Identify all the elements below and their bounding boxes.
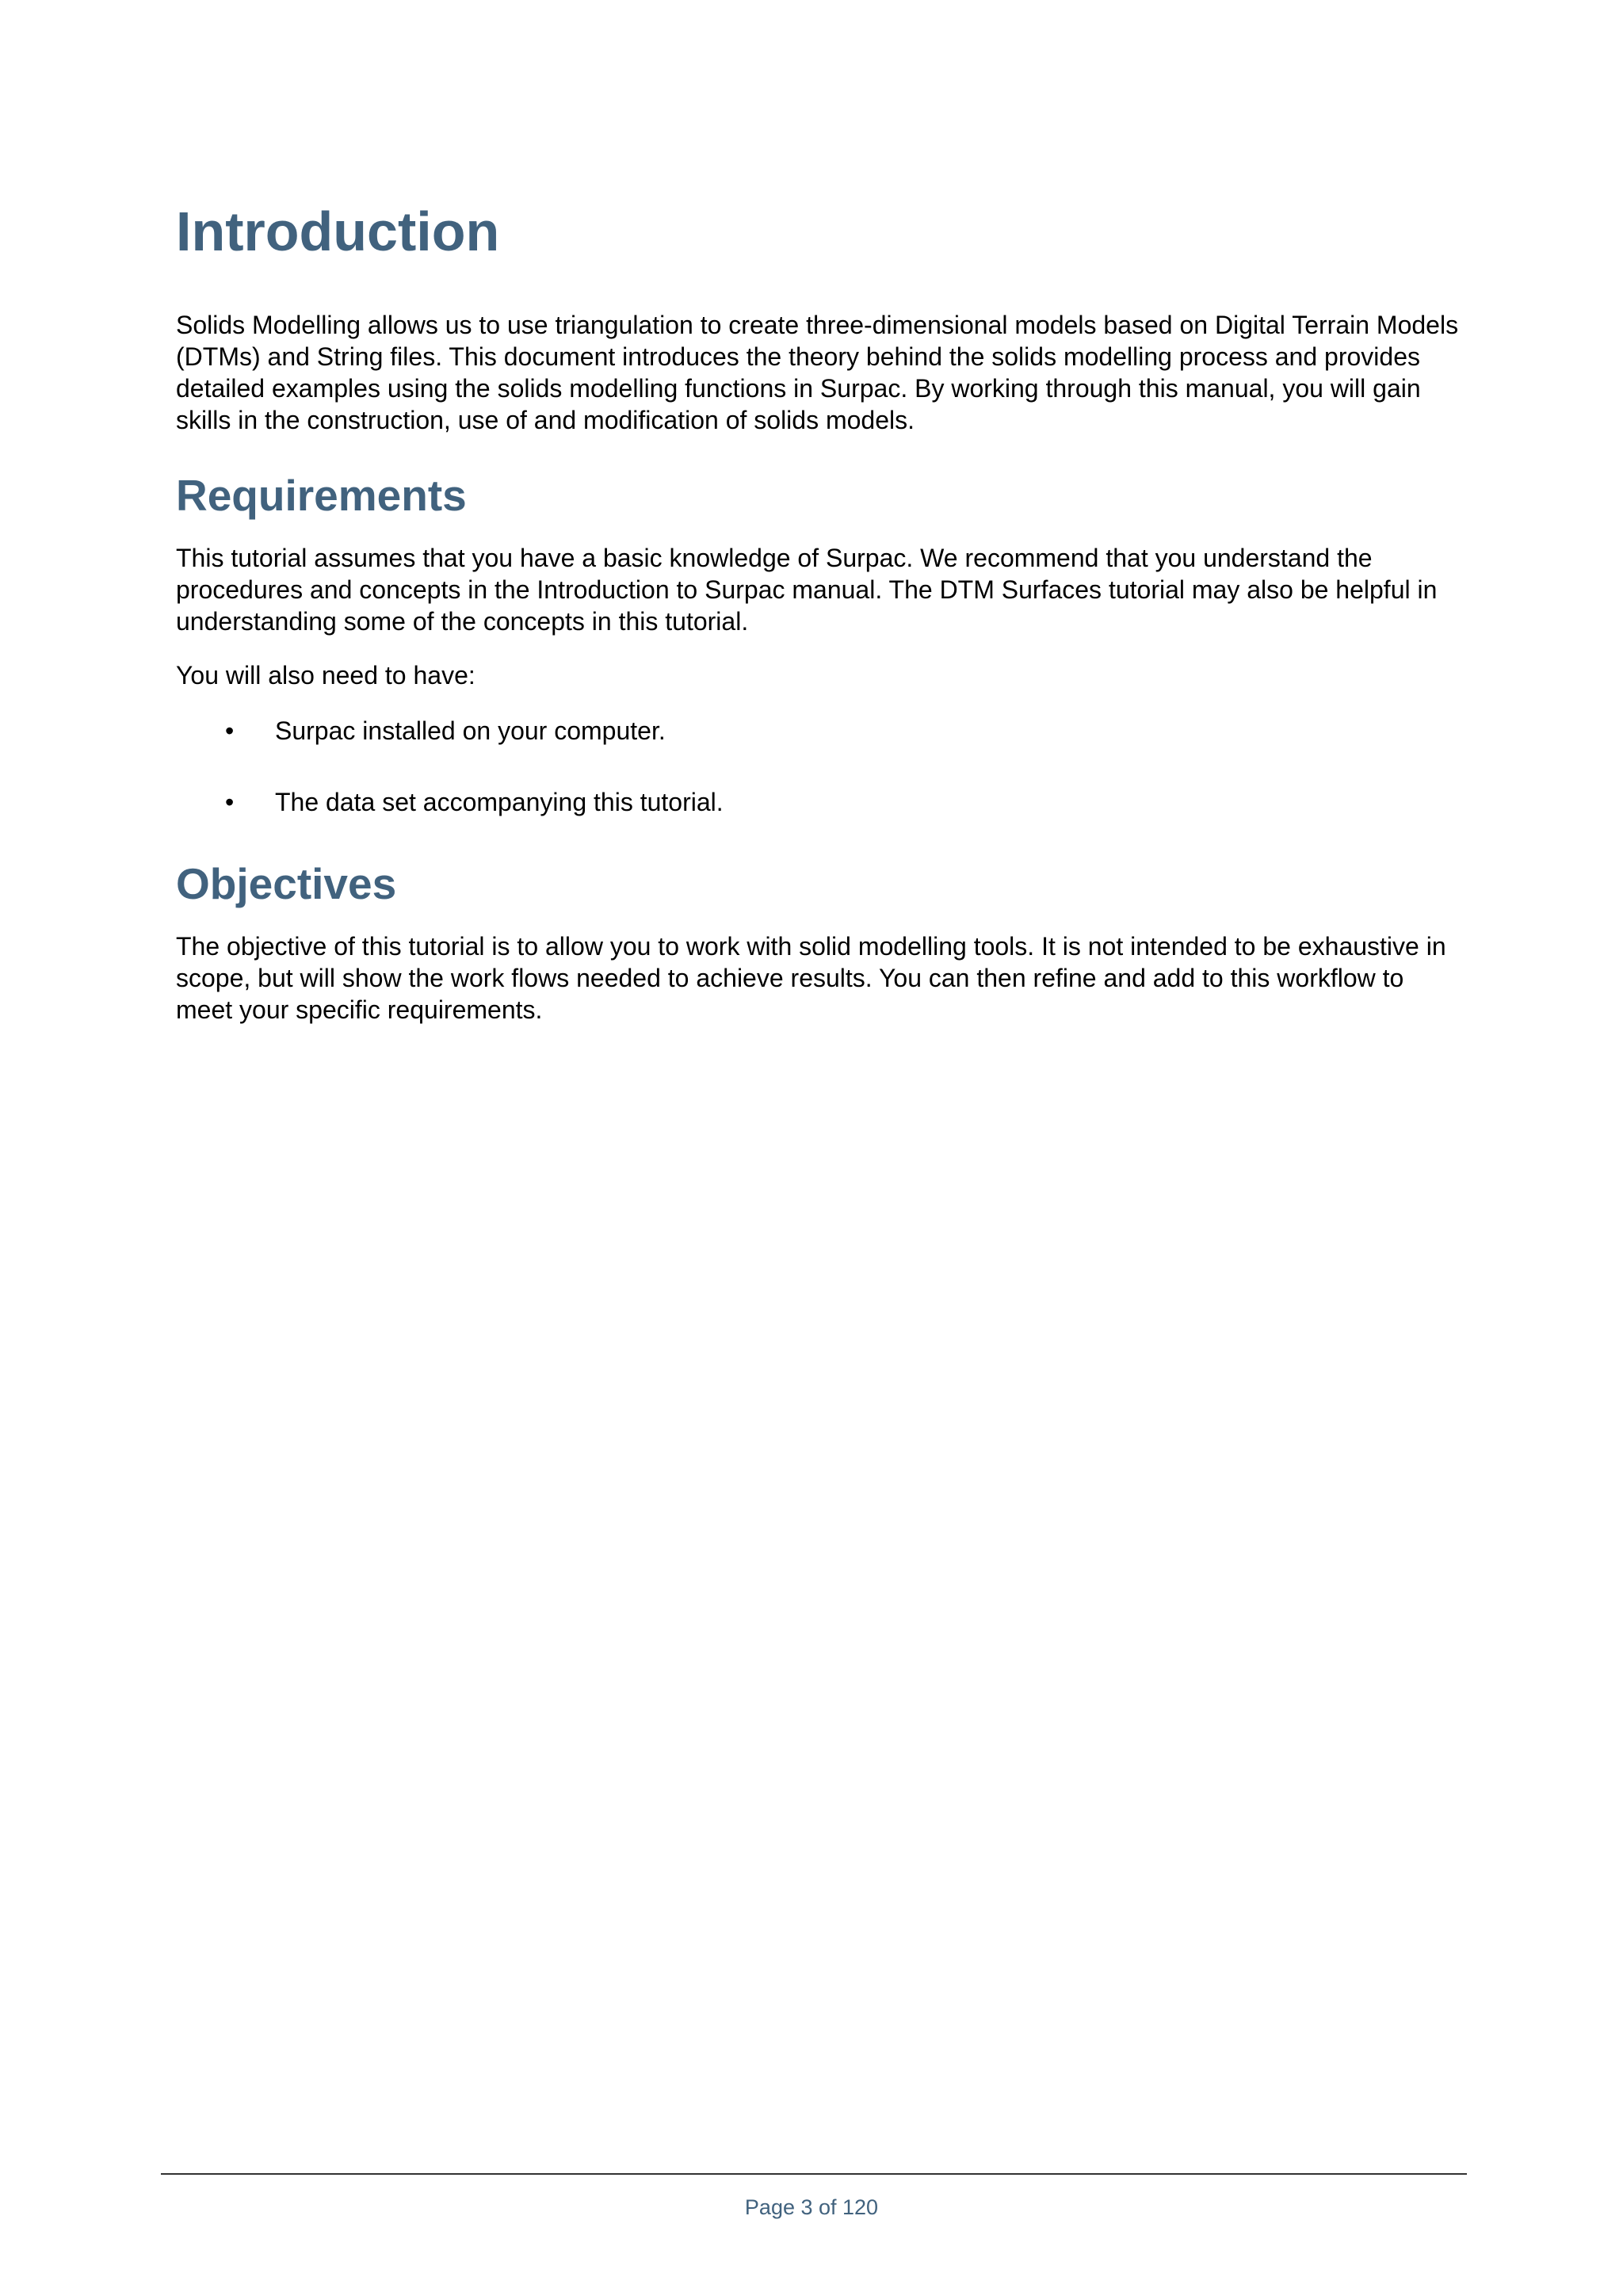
requirements-also-need: You will also need to have: — [176, 661, 475, 690]
requirements-section — [176, 469, 1460, 818]
requirements-paragraph: This tutorial assumes that you have a basic knowledge of Surpac. We recommend that you understand the procedures and concepts in the Introduction to Surpac manual. The DTM Surfaces tutorial may also be helpful in understanding some of the concepts in this tutorial. — [176, 544, 1438, 636]
objectives-section — [176, 858, 1460, 1026]
list-item-text: The data set accompanying this tutorial. — [275, 788, 724, 816]
page-content — [176, 198, 1460, 1026]
bullet-icon: • — [225, 788, 235, 816]
list-item-text: Surpac installed on your computer. — [275, 716, 666, 745]
introduction-heading: Introduction — [176, 201, 500, 262]
introduction-paragraph: Solids Modelling allows us to use triangulation to create three-dimensional models based on Digital Terrain Models (DTMs) and String files. This document introduces the theory behind the solids modelling process and provides detailed examples using the solids modelling functions in Surpac. By working through this manual, you will gain skills in the construction, use of and modification of solids models. — [176, 311, 1459, 434]
introduction-section — [176, 198, 1460, 436]
list-item — [176, 786, 1460, 818]
footer-divider — [161, 2173, 1467, 2175]
page-number: Page 3 of 120 — [744, 2195, 879, 2219]
objectives-heading: Objectives — [176, 859, 397, 908]
list-item — [176, 715, 1460, 747]
requirements-heading: Requirements — [176, 471, 467, 520]
bullet-icon: • — [225, 716, 235, 745]
requirements-list — [176, 715, 1460, 818]
objectives-paragraph: The objective of this tutorial is to allow you to work with solid modelling tools. It is not intended to be exhaustive in scope, but will show the work flows needed to achieve results. You can then refine and add to this workflow to meet your specific requirements. — [176, 932, 1446, 1024]
